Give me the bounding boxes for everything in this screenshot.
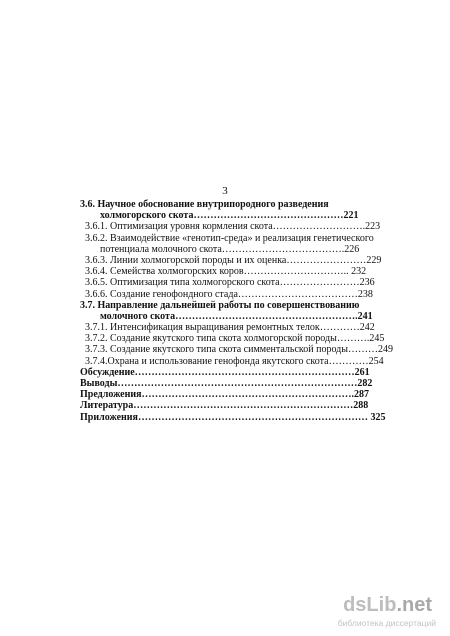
toc-entry: 3.6.1. Оптимизация уровня кормления скота……………………….223 bbox=[85, 221, 381, 233]
toc-entry: Выводы………………………………………………………………282 bbox=[80, 378, 373, 389]
watermark bbox=[326, 594, 436, 628]
toc-entry: Обсуждение…………………………………………………………261 bbox=[80, 366, 370, 378]
toc-entry: 3.7. Направление дальнейшей работы по совершенствованию bbox=[80, 299, 360, 311]
page-number: 3 bbox=[222, 185, 228, 197]
watermark-logo-suffix: .net bbox=[396, 594, 432, 616]
toc-entry: 3.6.6. Создание генофондного стада………………………………238 bbox=[85, 288, 373, 300]
toc-entry: 3.6.2. Взаимодействие «генотип-среда» и реализация генетического bbox=[85, 232, 374, 244]
toc-entry: 3.6.5. Оптимизация типа холмогорского скота……………………236 bbox=[85, 277, 375, 289]
toc-entry: потенциала молочного скота……………………………….226 bbox=[100, 243, 360, 255]
toc-entry: 3.6.4. Семейства холмогорских коров………………………….. 232 bbox=[85, 266, 367, 278]
toc-entry: холмогорского скота………………………………………221 bbox=[100, 210, 359, 222]
watermark-logo bbox=[343, 594, 432, 616]
toc-entry: молочного скота……………………………………………….241 bbox=[100, 310, 373, 322]
toc-entry: 3.6.3. Линии холмогорской породы и их оценка……………………229 bbox=[85, 254, 382, 266]
table-of-contents bbox=[80, 199, 430, 423]
toc-entry: 3.7.3. Создание якутского типа скота симментальской породы………249 bbox=[85, 344, 393, 356]
watermark-logo-main: dsLib bbox=[343, 594, 397, 616]
toc-entry: 3.7.1. Интенсификация выращивания ремонтных телок…………242 bbox=[85, 322, 375, 334]
watermark-tagline: библиотека диссертаций bbox=[337, 618, 436, 628]
toc-entry: 3.7.2. Создание якутского типа скота холмогорской породы……….245 bbox=[85, 333, 385, 345]
toc-entry: Приложения…………………………………………………………… 325 bbox=[80, 411, 386, 423]
toc-entry: 3.6. Научное обоснование внутрипородного разведения bbox=[80, 199, 329, 210]
toc-entry: Литература…………………………………………………………288 bbox=[80, 400, 369, 412]
toc-entry: 3.7.4.Охрана и использование генофонда якутского скота…………254 bbox=[85, 355, 384, 367]
toc-entry: Предложения……………………………………………………….287 bbox=[80, 389, 370, 401]
